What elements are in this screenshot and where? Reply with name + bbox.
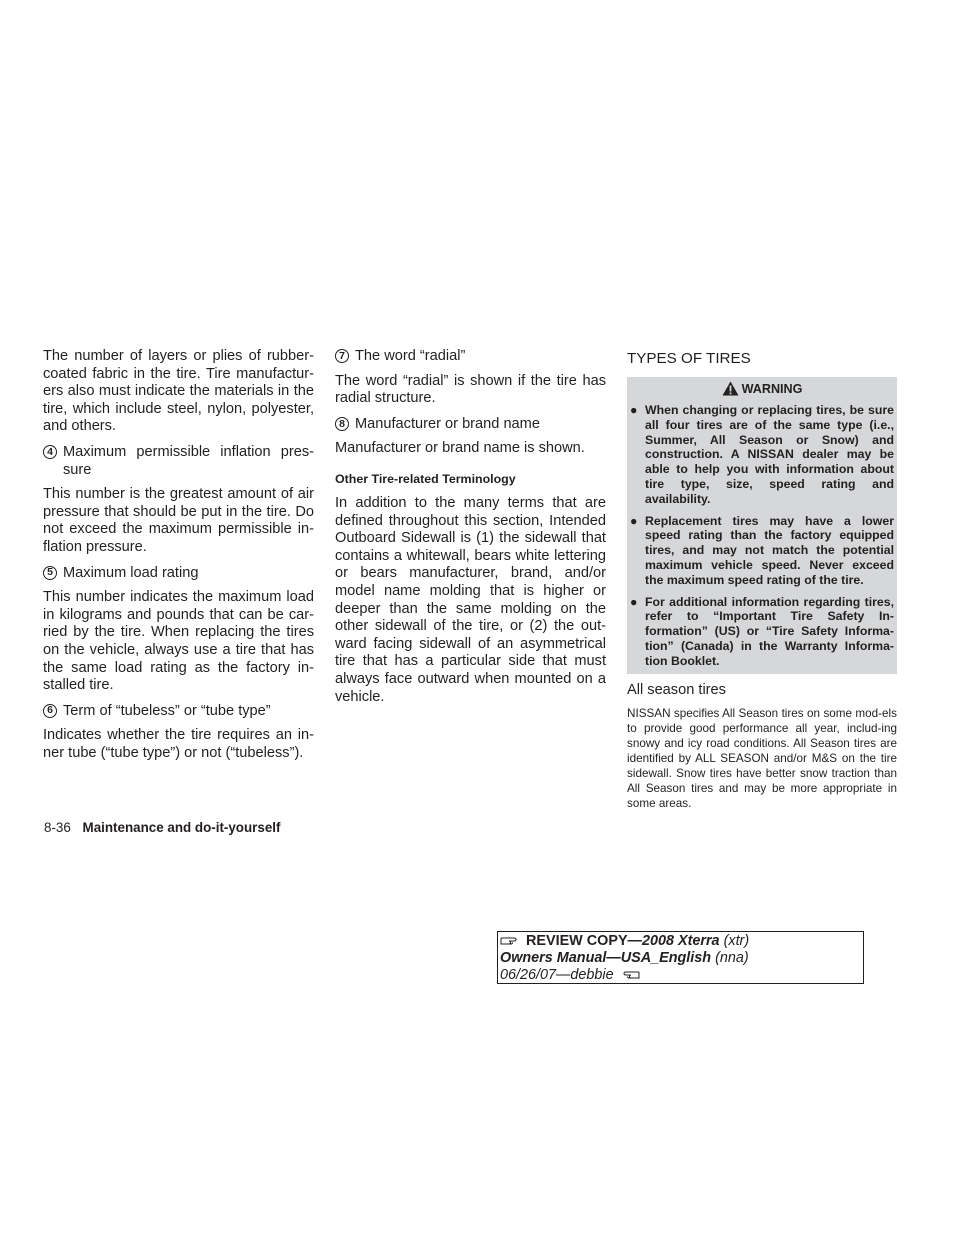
item-7 [335,348,606,366]
review-copy-stamp [497,931,864,984]
paragraph-inflation: This number is the greatest amount of air pressure that should be put in the tire. Do not exceed the maximum permissible in-flation pressure. [43,486,314,555]
warning-item [630,595,894,669]
column-left [43,348,314,762]
page-footer [44,820,280,835]
column-right [627,348,897,811]
item-6 [43,703,314,721]
bullet-icon: ● [630,594,638,609]
item-label: Manufacturer or brand name [355,415,540,432]
item-label: Maximum permissible inflation pres-sure [63,443,314,478]
item-label: Term of “tubeless” or “tube type” [63,702,271,719]
paragraph-load: This number indicates the maximum load in kilograms and pounds that can be car-ried by the tire. When replacing the tires on the vehicle, always use a tire that has the same load rating as the factory in-stalled tire. [43,589,314,694]
subsection-title: All season tires [627,681,726,698]
bullet-icon: ● [630,513,638,528]
warning-text: For additional information regarding tires, refer to “Important Tire Safety In-formation” (US) or “Tire Safety Informa-tion” (Canada) in the Warranty Informa-tion Booklet. [645,594,894,668]
column-middle [335,348,606,706]
circled-number: 4 [43,445,57,459]
paragraph-sidewall: In addition to the many terms that are defined throughout this section, Intended Outboard Sidewall is (1) the sidewall that contains a whitewall, bears white lettering or bears manufacturer, brand, and/or model name molding that is higher or deeper than the same molding on the other sidewall of the tire, or (2) the out-ward facing sidewall of an asymmetrical tire that has a particular side that must always face outward when mounted on a vehicle. [335,494,606,705]
paragraph-brand: Manufacturer or brand name is shown. [335,440,585,457]
circled-number: 8 [335,417,349,431]
warning-triangle-icon [722,381,739,396]
pointing-hand-right-icon [500,933,522,946]
page-number: 8-36 [44,820,71,835]
bullet-icon: ● [630,403,638,417]
circled-number: 7 [335,349,349,363]
warning-item [630,403,894,507]
warning-item [630,514,894,588]
subheading-terminology: Other Tire-related Terminology [335,471,516,486]
paragraph-tube: Indicates whether the tire requires an in-ner tube (“tube type”) or not (“tubeless”). [43,727,314,761]
warning-label: WARNING [741,381,803,396]
warning-box [627,377,897,674]
review-line-3: 06/26/07—debbie [500,967,863,984]
warning-text: When changing or replacing tires, be sure all four tires are of the same type (i.e., Summer, All Season or Snow) and construction. A NISSAN dealer may be able to help you with information about tire type, size, speed rating and availability. [645,403,894,506]
paragraph-all-season: NISSAN specifies All Season tires on some mod-els to provide good performance all year, includ-ing snowy and icy road conditions. All Season tires are identified by ALL SEASON and/or M&S on the tire sidewall. Snow tires have better snow traction than All Season tires and may be more appropriate in some areas. [627,706,897,811]
item-label: Maximum load rating [63,564,199,581]
item-8 [335,416,606,434]
item-label: The word “radial” [355,348,466,364]
review-line-1: REVIEW COPY—2008 Xterra (xtr) [500,933,863,950]
item-4 [43,444,314,479]
pointing-hand-left-icon [618,967,640,980]
section-title: TYPES OF TIRES [627,350,751,367]
warning-text: Replacement tires may have a lower speed rating than the factory equipped tires, and may not match the potential maximum vehicle speed. Never exceed the maximum speed rating of the tire. [645,513,894,587]
paragraph-radial: The word “radial” is shown if the tire has radial structure. [335,372,606,407]
item-5 [43,565,314,583]
circled-number: 5 [43,566,57,580]
circled-number: 6 [43,704,57,718]
review-line-2: Owners Manual—USA_English (nna) [500,950,749,967]
footer-section-title: Maintenance and do-it-yourself [82,820,281,835]
warning-header [630,381,894,396]
paragraph-plies: The number of layers or plies of rubber-coated fabric in the tire. Tire manufactur-ers also must indicate the materials in the tire, which include steel, nylon, polyester, and others. [43,348,314,435]
